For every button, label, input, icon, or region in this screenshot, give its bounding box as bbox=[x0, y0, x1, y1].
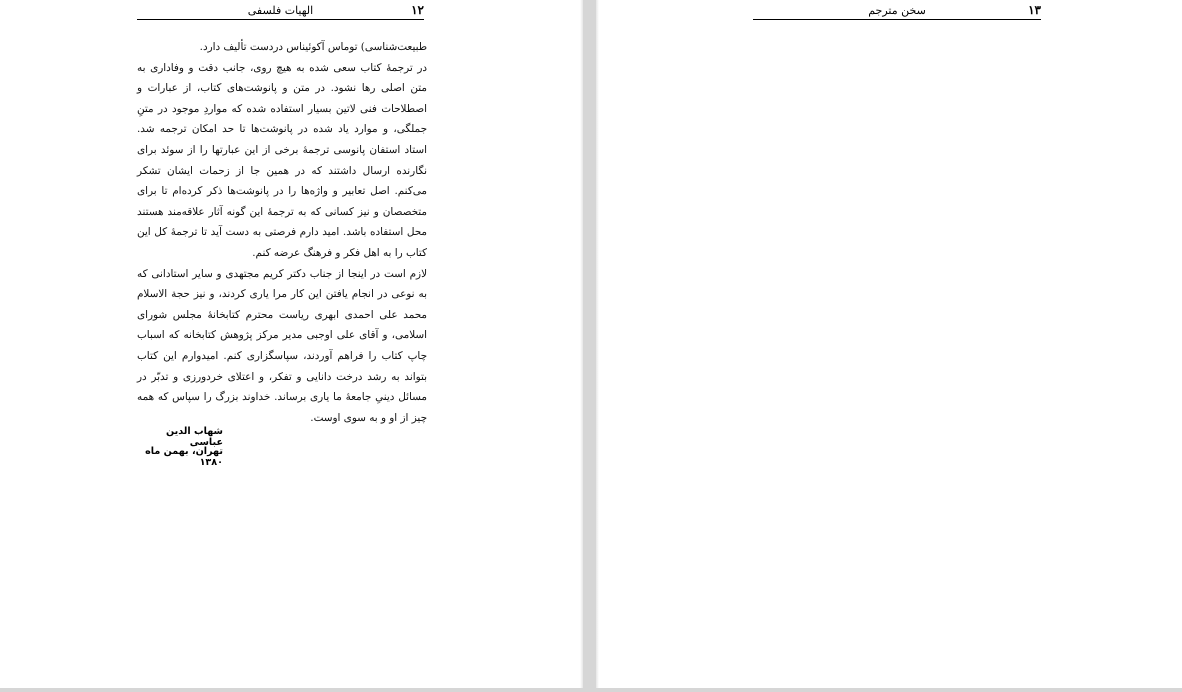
translator-signature: شهاب الدین عباسی bbox=[165, 426, 223, 448]
page-number: ۱۳ bbox=[1028, 3, 1041, 17]
body-text bbox=[137, 37, 427, 428]
running-header bbox=[753, 2, 1041, 20]
paragraph: لازم است در اینجا از جناب دکتر کریم مجتهدی و سایر استادانی که به نوعی در انجام یافتن این کار مرا یاری کردند، و نیز حجة الاسلام محمد علی احمدی ابهری ریاست محترم کتابخانهٔ مجلس شورای اسلامی، و آقای علی اوجبی مدیر مرکز پژوهش کتابخانه که اسباب چاپ کتاب را فراهم آوردند، سپاسگزاری کنم. امیدوارم این کتاب بتواند به رشد درخت دانایی و تفکر، و اعتلای خردورزی و تدبّر در مسائل دینیِ جامعهٔ ما یاری برساند. خداوند بزرگ را سپاس که همه چیز از او و به سوی اوست. bbox=[137, 267, 427, 424]
running-header bbox=[137, 2, 424, 20]
page-gutter bbox=[580, 0, 583, 688]
paragraph: طبیعت‌شناسی) توماس آکوئیناس دردست تألیف دارد. bbox=[199, 41, 427, 53]
page-12 bbox=[0, 0, 583, 688]
paragraph: در ترجمهٔ کتاب سعی شده به هیچ روی، جانب دقت و وفاداری به متن اصلی رها نشود. در متن و پانوشت‌های کتاب، از عبارات و اصطلاحات فنی لاتین بسیار استفاده شده که مواردِ موجود در متنِ جملگی، و موارد یاد شده در پانوشت‌ها تا حد امکان ترجمه شد. استاد استفان پانوسی ترجمهٔ برخی از این عبارتها را از سوئد برای نگارنده ارسال داشتند که در همین جا از زحمات ایشان تشکر می‌کنم. اصل تعابیر و واژه‌ها را در پانوشت‌ها ذکر کرده‌ام تا برای متخصصان و نیز کسانی که به ترجمهٔ این گونه آثار علاقه‌مند هستند محل استفاده باشد. امید دارم فرصتی به دست آید تا ترجمهٔ کل این کتاب را به اهل فکر و فرهنگ عرضه کنم. bbox=[137, 61, 427, 259]
page-gutter bbox=[596, 0, 599, 688]
header-title: الهیات فلسفی bbox=[247, 4, 314, 17]
page-number: ۱۲ bbox=[411, 3, 424, 17]
header-title: سخن مترجم bbox=[868, 4, 926, 17]
page-13 bbox=[596, 0, 1182, 688]
signature-place-date: تهران، بهمن ماه ۱۳۸۰ bbox=[145, 446, 223, 468]
